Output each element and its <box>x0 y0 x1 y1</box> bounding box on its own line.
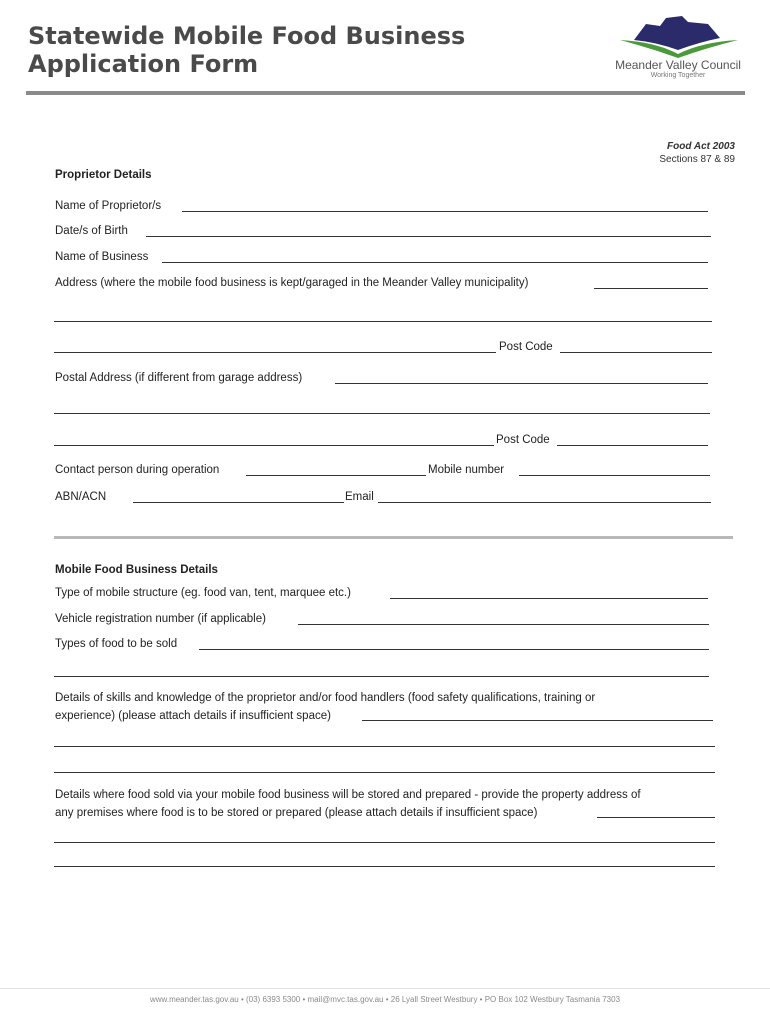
footer-contact: www.meander.tas.gov.au • (03) 6393 5300 • mail@mvc.tas.gov.au • 26 Lyall Street Westbury • PO Box 102 Westbury Tasmania 7303 <box>149 995 621 1004</box>
section-divider <box>54 536 733 539</box>
proprietor-heading: Proprietor Details <box>55 169 152 181</box>
header-divider <box>26 91 745 95</box>
post-code-label-2: Post Code <box>496 434 550 446</box>
storage-question-line1: Details where food sold via your mobile food business will be stored and prepared - provide the property address of <box>55 789 641 801</box>
council-tagline: Working Together <box>650 72 706 79</box>
proprietor-name-field[interactable] <box>182 211 708 212</box>
dob-label: Date/s of Birth <box>55 225 128 237</box>
form-title <box>28 22 465 78</box>
post-code-field-2[interactable] <box>557 445 708 446</box>
postal-address-label: Postal Address (if different from garage address) <box>55 372 303 384</box>
contact-person-field[interactable] <box>246 475 426 476</box>
structure-type-label: Type of mobile structure (eg. food van, tent, marquee etc.) <box>55 587 351 599</box>
mobile-number-label: Mobile number <box>428 464 505 476</box>
legislation-sections: Sections 87 & 89 <box>659 154 735 165</box>
abn-field[interactable] <box>133 502 344 503</box>
business-name-label: Name of Business <box>55 251 149 263</box>
abn-label: ABN/ACN <box>55 491 107 503</box>
proprietor-name-label: Name of Proprietor/s <box>55 200 162 212</box>
email-field[interactable] <box>378 502 711 503</box>
garage-address-label: Address (where the mobile food business is kept/garaged in the Meander Valley municipality) <box>55 277 529 289</box>
footer-divider <box>0 988 770 989</box>
council-name: Meander Valley Council <box>615 58 741 72</box>
post-code-label-1: Post Code <box>499 341 553 353</box>
postal-address-field-line3[interactable] <box>54 445 494 446</box>
storage-question-line2: any premises where food is to be stored or prepared (please attach details if insufficient space) <box>55 807 538 819</box>
email-label: Email <box>345 491 374 503</box>
post-code-field-1[interactable] <box>560 352 712 353</box>
food-types-field[interactable] <box>199 649 709 650</box>
skills-field-line3[interactable] <box>54 772 715 773</box>
storage-field[interactable] <box>597 817 715 818</box>
contact-person-label: Contact person during operation <box>55 464 220 476</box>
storage-question <box>55 786 641 822</box>
postal-address-field-line2[interactable] <box>54 413 710 414</box>
mobile-number-field[interactable] <box>519 475 710 476</box>
skills-question-line2: experience) (please attach details if insufficient space) <box>55 710 331 722</box>
garage-address-field[interactable] <box>594 288 708 289</box>
storage-field-line3[interactable] <box>54 866 715 867</box>
structure-type-field[interactable] <box>390 598 708 599</box>
vehicle-rego-label: Vehicle registration number (if applicable) <box>55 613 266 625</box>
storage-field-line2[interactable] <box>54 842 715 843</box>
legislation-act: Food Act 2003 <box>667 141 735 152</box>
vehicle-rego-field[interactable] <box>298 624 709 625</box>
garage-address-field-line2[interactable] <box>54 321 712 322</box>
business-name-field[interactable] <box>162 262 708 263</box>
council-logo <box>616 14 740 84</box>
food-types-field-line2[interactable] <box>54 676 709 677</box>
mountain-logo-icon <box>616 14 740 60</box>
skills-field[interactable] <box>362 720 713 721</box>
garage-address-field-line3[interactable] <box>54 352 496 353</box>
form-title-line2: Application Form <box>28 50 259 78</box>
postal-address-field[interactable] <box>335 383 708 384</box>
business-details-heading: Mobile Food Business Details <box>55 564 218 576</box>
skills-field-line2[interactable] <box>54 746 715 747</box>
dob-field[interactable] <box>146 236 711 237</box>
form-title-line1: Statewide Mobile Food Business <box>28 22 466 50</box>
skills-question-line1: Details of skills and knowledge of the proprietor and/or food handlers (food safety qualifications, training or <box>55 692 596 704</box>
food-types-label: Types of food to be sold <box>55 638 178 650</box>
